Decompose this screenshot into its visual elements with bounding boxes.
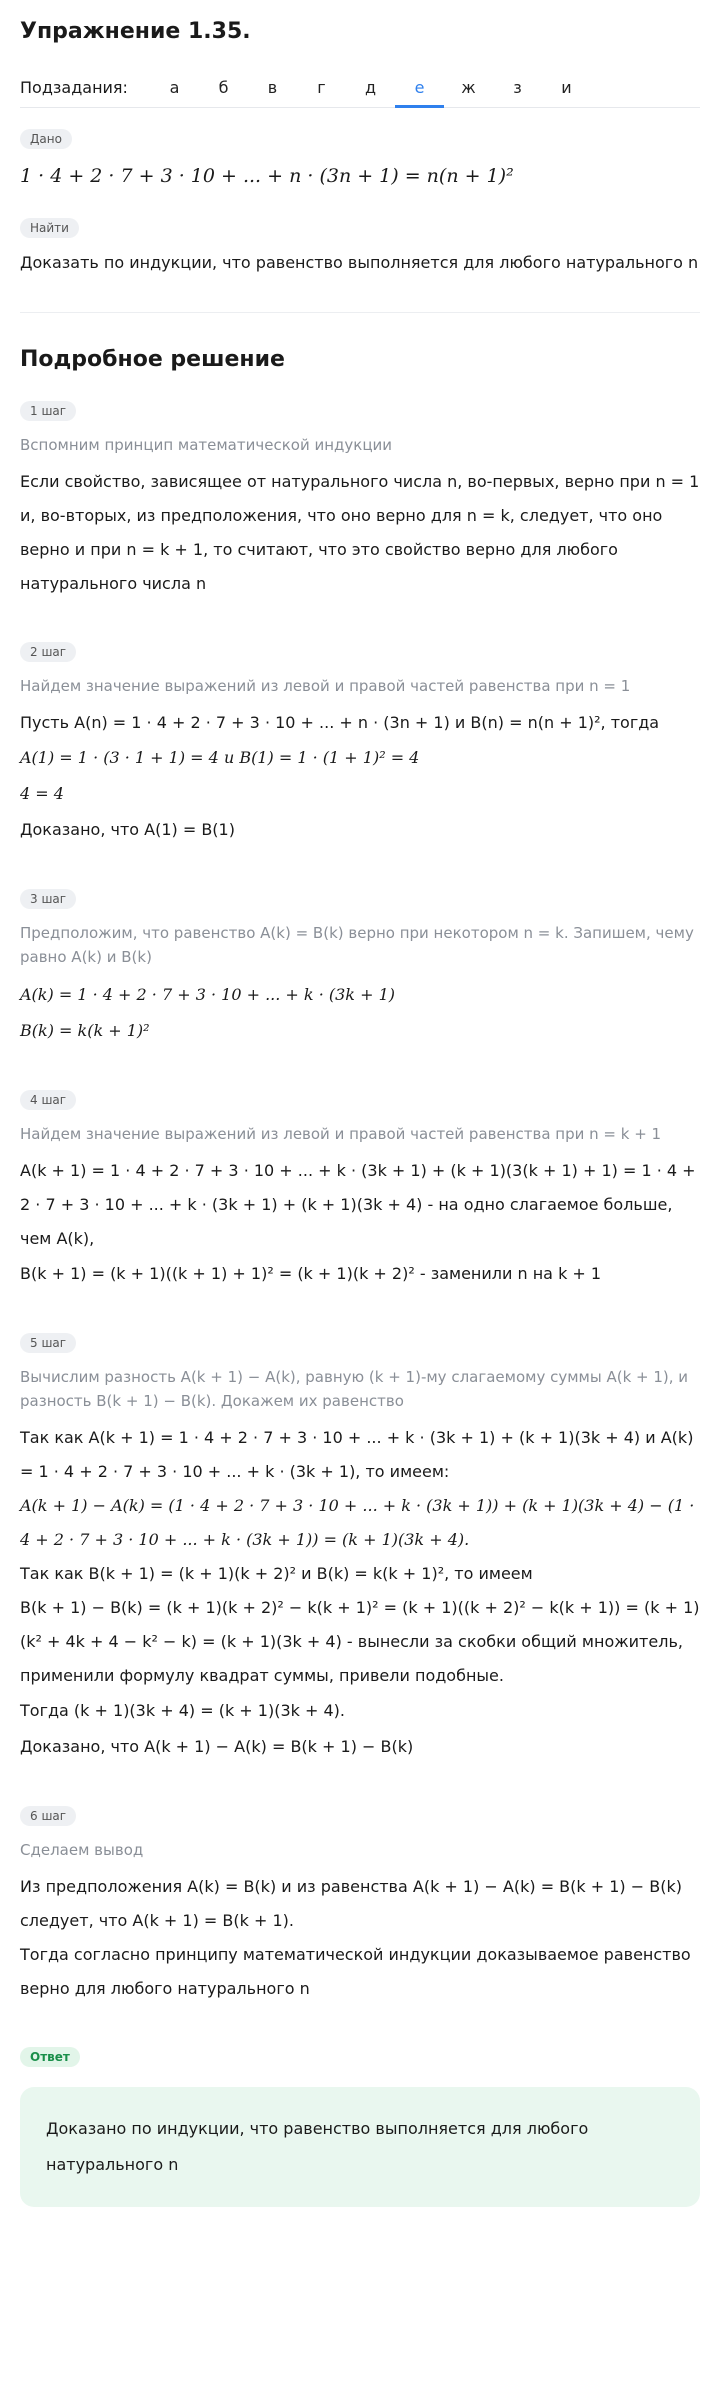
find-tag: Найти — [20, 218, 79, 238]
answer-box — [20, 2087, 700, 2207]
step-text: Из предположения A(k) = B(k) и из равенства A(k + 1) − A(k) = B(k + 1) − B(k) следует, что A(k + 1) = B(k + 1). — [20, 1877, 682, 1930]
subtask-tab-e-active[interactable]: е — [395, 68, 444, 108]
step-hint: Вычислим разность A(k + 1) − A(k), равную (k + 1)-му слагаемому суммы A(k + 1), и разность B(k + 1) − B(k). Докажем их равенство — [20, 1368, 689, 1410]
subtask-tab-g[interactable]: г — [317, 77, 326, 97]
step-tag: 6 шаг — [20, 1806, 76, 1826]
step-text: Тогда (k + 1)(3k + 4) = (k + 1)(3k + 4). — [20, 1701, 345, 1720]
step-hint: Вспомним принцип математической индукции — [20, 436, 393, 454]
given-section — [20, 128, 700, 191]
step-1 — [20, 400, 700, 601]
step-formula: A(k) = 1 · 4 + 2 · 7 + 3 · 10 + ... + k · (3k + 1) — [20, 985, 395, 1004]
step-6 — [20, 1805, 700, 2006]
given-tag: Дано — [20, 129, 72, 149]
step-4 — [20, 1089, 700, 1292]
step-formula: B(k) = k(k + 1)² — [20, 1021, 150, 1040]
step-formula: A(k + 1) − A(k) = (1 · 4 + 2 · 7 + 3 · 10 + ... + k · (3k + 1)) + (k + 1)(3k + 4) − (1 · 4 + 2 · 7 + 3 · 10 + ... + k · (3k + 1)) = (k + 1)(3k + 4). — [20, 1496, 695, 1549]
step-hint: Предположим, что равенство A(k) = B(k) верно при некотором n = k. Запишем, чему равно A(k) и B(k) — [20, 924, 694, 966]
subtask-tab-a[interactable]: а — [169, 77, 180, 97]
subtask-tab-i[interactable]: и — [561, 77, 572, 97]
subtasks-label: Подзадания: — [20, 78, 128, 97]
solution-title: Подробное решение — [20, 347, 285, 372]
step-formula: 4 = 4 — [20, 784, 64, 803]
page-title: Упражнение 1.35. — [20, 19, 251, 44]
step-text: Пусть A(n) = 1 · 4 + 2 · 7 + 3 · 10 + ... + n · (3n + 1) и B(n) = n(n + 1)², тогда — [20, 713, 660, 732]
step-5 — [20, 1332, 700, 1765]
find-section — [20, 217, 700, 276]
step-tag: 1 шаг — [20, 401, 76, 421]
answer-section — [20, 2046, 700, 2207]
step-formula: A(1) = 1 · (3 · 1 + 1) = 4 и B(1) = 1 · (1 + 1)² = 4 — [20, 748, 420, 767]
section-divider — [20, 312, 700, 313]
step-formula-text: B(k + 1) = (k + 1)((k + 1) + 1)² = (k + 1)(k + 2)² - заменили n на k + 1 — [20, 1264, 602, 1283]
subtask-tab-z[interactable]: з — [513, 77, 522, 97]
step-tag: 4 шаг — [20, 1090, 76, 1110]
step-text: Доказано, что A(k + 1) − A(k) = B(k + 1) − B(k) — [20, 1737, 414, 1756]
subtask-tab-d[interactable]: д — [364, 77, 377, 97]
step-hint: Найдем значение выражений из левой и правой частей равенства при n = 1 — [20, 677, 631, 695]
subtask-tab-b[interactable]: б — [218, 77, 229, 97]
find-text: Доказать по индукции, что равенство выполняется для любого натурального n — [20, 253, 699, 272]
subtask-tab-v[interactable]: в — [267, 77, 278, 97]
step-tag: 3 шаг — [20, 889, 76, 909]
step-text: Так как B(k + 1) = (k + 1)(k + 2)² и B(k) = k(k + 1)², то имеем — [20, 1564, 533, 1583]
step-text: Тогда согласно принципу математической индукции доказываемое равенство верно для любого натурального n — [20, 1945, 691, 1998]
subtask-tab-zh[interactable]: ж — [461, 77, 476, 97]
step-hint: Сделаем вывод — [20, 1841, 144, 1859]
step-3 — [20, 888, 700, 1049]
answer-tag: Ответ — [20, 2047, 80, 2067]
step-2 — [20, 641, 700, 848]
answer-text: Доказано по индукции, что равенство выполняется для любого натурального n — [46, 2119, 589, 2174]
step-formula-text: B(k + 1) − B(k) = (k + 1)(k + 2)² − k(k + 1)² = (k + 1)((k + 2)² − k(k + 1)) = (k + 1)(k² + 4k + 4 − k² − k) = (k + 1)(3k + 4) - вынесли за скобки общий множитель, применили формулу квадрат суммы, привели подобные. — [20, 1598, 700, 1685]
step-text: Если свойство, зависящее от натурального числа n, во-первых, верно при n = 1 и, во-вторых, из предположения, что оно верно для n = k, следует, что оно верно и при n = k + 1, то считают, что это свойство верно для любого натурального числа n — [20, 472, 700, 593]
subtasks-bar — [20, 68, 700, 108]
given-formula: 1 · 4 + 2 · 7 + 3 · 10 + ... + n · (3n + 1) = n(n + 1)² — [20, 165, 514, 187]
step-tag: 5 шаг — [20, 1333, 76, 1353]
step-tag: 2 шаг — [20, 642, 76, 662]
step-text: Так как A(k + 1) = 1 · 4 + 2 · 7 + 3 · 10 + ... + k · (3k + 1) + (k + 1)(3k + 4) и A(k) = 1 · 4 + 2 · 7 + 3 · 10 + ... + k · (3k + 1), то имеем: — [20, 1428, 694, 1481]
step-text: Доказано, что A(1) = B(1) — [20, 820, 235, 839]
step-formula-text: A(k + 1) = 1 · 4 + 2 · 7 + 3 · 10 + ... + k · (3k + 1) + (k + 1)(3(k + 1) + 1) = 1 · 4 + 2 · 7 + 3 · 10 + ... + k · (3k + 1) + (k + 1)(3k + 4) - на одно слагаемое больше, чем A(k), — [20, 1161, 696, 1248]
step-hint: Найдем значение выражений из левой и правой частей равенства при n = k + 1 — [20, 1125, 662, 1143]
